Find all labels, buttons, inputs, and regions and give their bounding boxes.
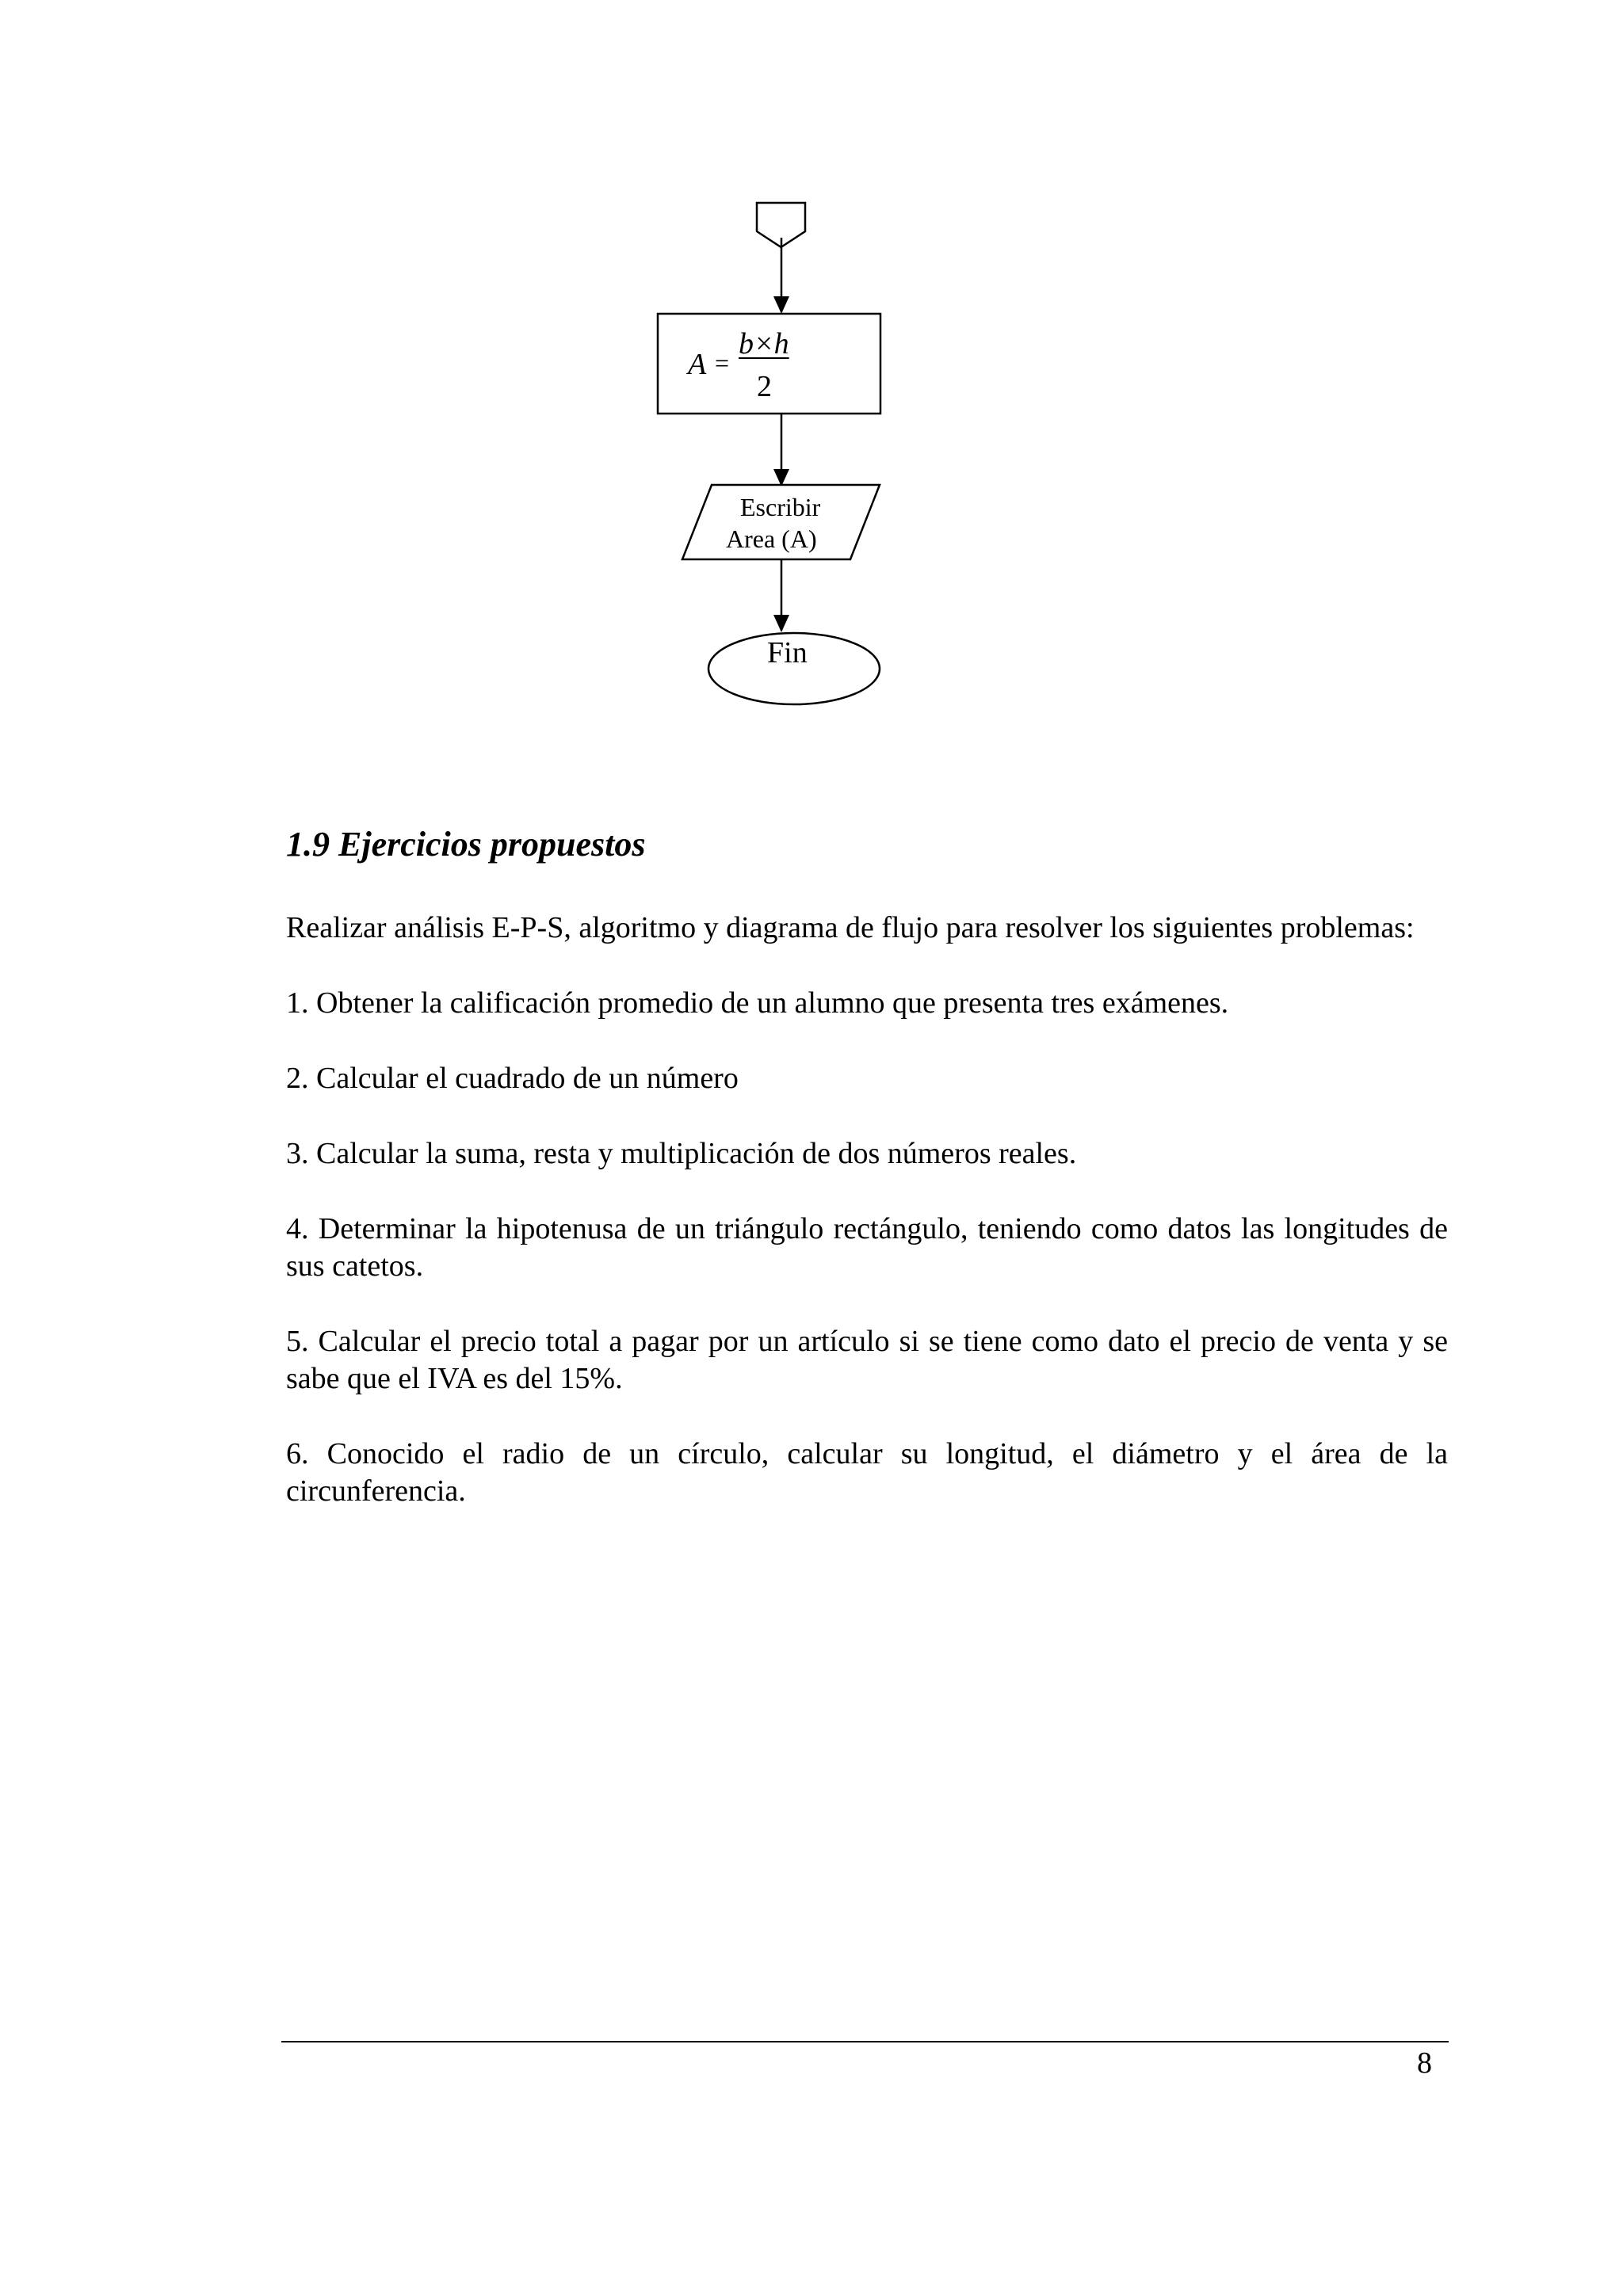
exercise-item-3: 3. Calcular la suma, resta y multiplicación de dos números reales. (286, 1137, 1077, 1170)
flowchart (0, 0, 1623, 729)
section-title: 1.9 Ejercicios propuestos (286, 825, 646, 864)
end-label: Fin (767, 636, 808, 669)
formula-numerator: b×h (739, 327, 789, 360)
formula-lhs: A (688, 348, 707, 381)
formula-equals: = (715, 349, 730, 377)
footer-divider (281, 2041, 1449, 2042)
exercise-item-5: 5. Calcular el precio total a pagar por un artículo si se tiene como dato el precio de venta y se sabe que el IVA es del 15%. (286, 1325, 1448, 1395)
output-step-line1: Escribir (740, 493, 821, 521)
page-number: 8 (1417, 2046, 1432, 2080)
exercise-item-2: 2. Calcular el cuadrado de un número (286, 1062, 739, 1095)
formula-denominator: 2 (757, 370, 772, 403)
exercise-item-4: 4. Determinar la hipotenusa de un triángulo rectángulo, teniendo como datos las longitudes de sus catetos. (286, 1212, 1448, 1283)
flow-arrowhead-1 (773, 296, 789, 314)
flow-arrowhead-2 (773, 469, 789, 486)
output-step-line2: Area (A) (726, 524, 817, 553)
section-content (286, 910, 1448, 1510)
flow-arrowhead-3 (773, 615, 789, 632)
intro-paragraph: Realizar análisis E-P-S, algoritmo y diagrama de flujo para resolver los siguientes problemas: (286, 911, 1415, 944)
flowchart-shapes (0, 0, 1623, 729)
exercise-item-1: 1. Obtener la calificación promedio de un alumno que presenta tres exámenes. (286, 986, 1229, 1020)
exercise-item-6: 6. Conocido el radio de un círculo, calcular su longitud, el diámetro y el área de la circunferencia. (286, 1437, 1448, 1508)
